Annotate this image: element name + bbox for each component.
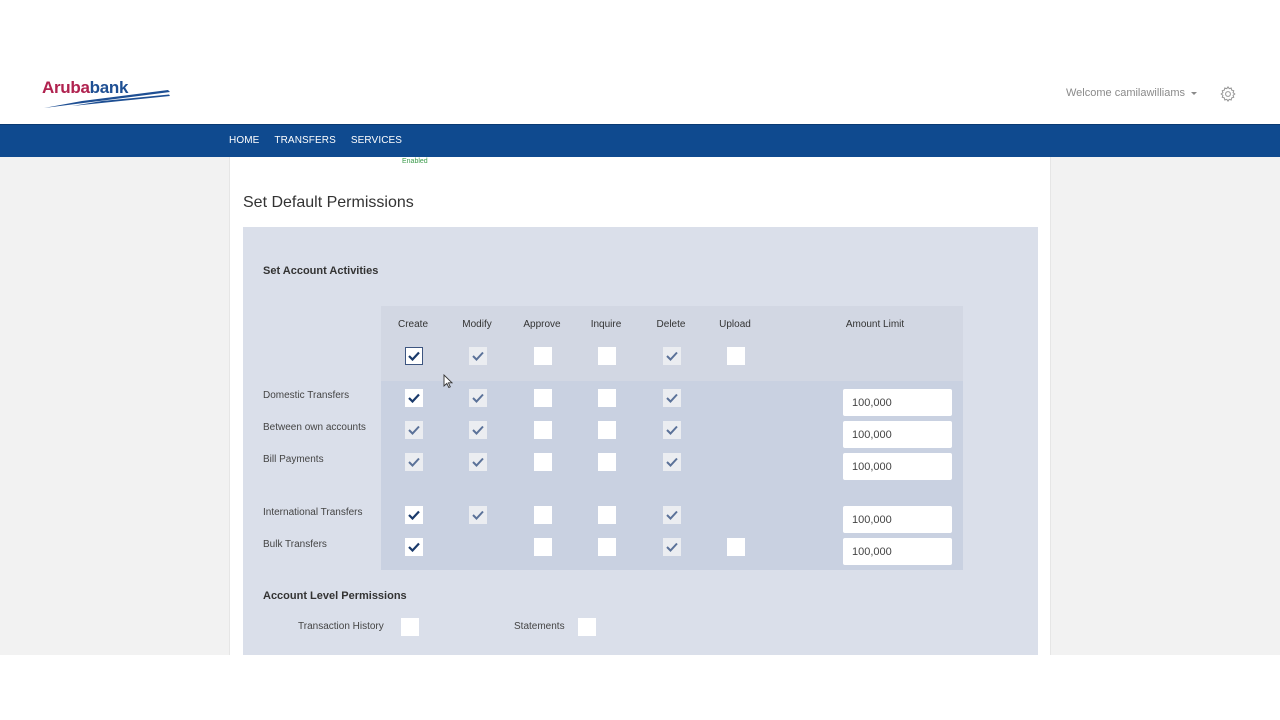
arubabank-logo[interactable] (42, 78, 172, 110)
nav-item-services[interactable]: SERVICES (350, 135, 403, 146)
bill-payments-modify-checkbox[interactable] (469, 453, 487, 471)
row-label-own-accounts: Between own accounts (263, 422, 366, 433)
caret-down-icon (1191, 92, 1197, 95)
permissions-panel (243, 227, 1038, 655)
domestic-delete-checkbox[interactable] (663, 389, 681, 407)
own-accounts-amount-limit-input[interactable] (843, 421, 952, 448)
domestic-amount-limit-input[interactable] (843, 389, 952, 416)
col-delete: Delete (656, 319, 686, 330)
col-inquire: Inquire (590, 319, 622, 330)
domestic-approve-checkbox[interactable] (534, 389, 552, 407)
welcome-text: Welcome camilawilliams (1066, 87, 1185, 99)
content-area (229, 157, 1051, 655)
international-modify-checkbox[interactable] (469, 506, 487, 524)
bulk-upload-checkbox[interactable] (727, 538, 745, 556)
international-approve-checkbox[interactable] (534, 506, 552, 524)
own-accounts-modify-checkbox[interactable] (469, 421, 487, 439)
row-label-domestic: Domestic Transfers (263, 390, 350, 401)
international-inquire-checkbox[interactable] (598, 506, 616, 524)
bill-payments-amount-limit-input[interactable] (843, 453, 952, 480)
grid-header (381, 306, 963, 381)
domestic-inquire-checkbox[interactable] (598, 389, 616, 407)
statements-label: Statements (514, 621, 565, 632)
bill-payments-delete-checkbox[interactable] (663, 453, 681, 471)
row-label-international: International Transfers (263, 507, 363, 518)
master-delete-checkbox[interactable] (663, 347, 681, 365)
main-nav (0, 124, 1280, 157)
own-accounts-inquire-checkbox[interactable] (598, 421, 616, 439)
nav-item-transfers[interactable]: TRANSFERS (274, 135, 336, 146)
master-upload-checkbox[interactable] (727, 347, 745, 365)
col-amount-limit: Amount Limit (845, 319, 905, 330)
bulk-approve-checkbox[interactable] (534, 538, 552, 556)
logo-text-aruba: Aruba (42, 78, 90, 97)
own-accounts-create-checkbox[interactable] (405, 421, 423, 439)
nav-item-home[interactable]: HOME (229, 135, 260, 146)
transaction-history-label: Transaction History (298, 621, 384, 632)
section-title-account-level: Account Level Permissions (263, 590, 407, 602)
row-label-bill-payments: Bill Payments (263, 454, 324, 465)
master-inquire-checkbox[interactable] (598, 347, 616, 365)
international-delete-checkbox[interactable] (663, 506, 681, 524)
transaction-history-checkbox[interactable] (401, 618, 419, 636)
bulk-inquire-checkbox[interactable] (598, 538, 616, 556)
own-accounts-approve-checkbox[interactable] (534, 421, 552, 439)
user-menu[interactable] (1066, 87, 1197, 99)
col-approve: Approve (523, 319, 561, 330)
master-approve-checkbox[interactable] (534, 347, 552, 365)
master-modify-checkbox[interactable] (469, 347, 487, 365)
bill-payments-create-checkbox[interactable] (405, 453, 423, 471)
bulk-create-checkbox[interactable] (405, 538, 423, 556)
master-create-checkbox[interactable] (405, 347, 423, 365)
mouse-cursor-icon (443, 374, 453, 388)
statements-checkbox[interactable] (578, 618, 596, 636)
logo-text-bank: bank (89, 78, 129, 97)
bill-payments-inquire-checkbox[interactable] (598, 453, 616, 471)
page-title: Set Default Permissions (243, 194, 414, 211)
bulk-amount-limit-input[interactable] (843, 538, 952, 565)
col-modify: Modify (462, 319, 492, 330)
logo-swoosh-icon (42, 84, 172, 110)
international-amount-limit-input[interactable] (843, 506, 952, 533)
bulk-delete-checkbox[interactable] (663, 538, 681, 556)
status-enabled: Enabled (402, 158, 428, 165)
header (0, 0, 1280, 124)
gear-icon[interactable] (1219, 85, 1237, 103)
domestic-create-checkbox[interactable] (405, 389, 423, 407)
bill-payments-approve-checkbox[interactable] (534, 453, 552, 471)
own-accounts-delete-checkbox[interactable] (663, 421, 681, 439)
section-title-activities: Set Account Activities (263, 265, 379, 277)
row-label-bulk: Bulk Transfers (263, 539, 327, 550)
col-create: Create (397, 319, 428, 330)
domestic-modify-checkbox[interactable] (469, 389, 487, 407)
international-create-checkbox[interactable] (405, 506, 423, 524)
col-upload: Upload (719, 319, 751, 330)
